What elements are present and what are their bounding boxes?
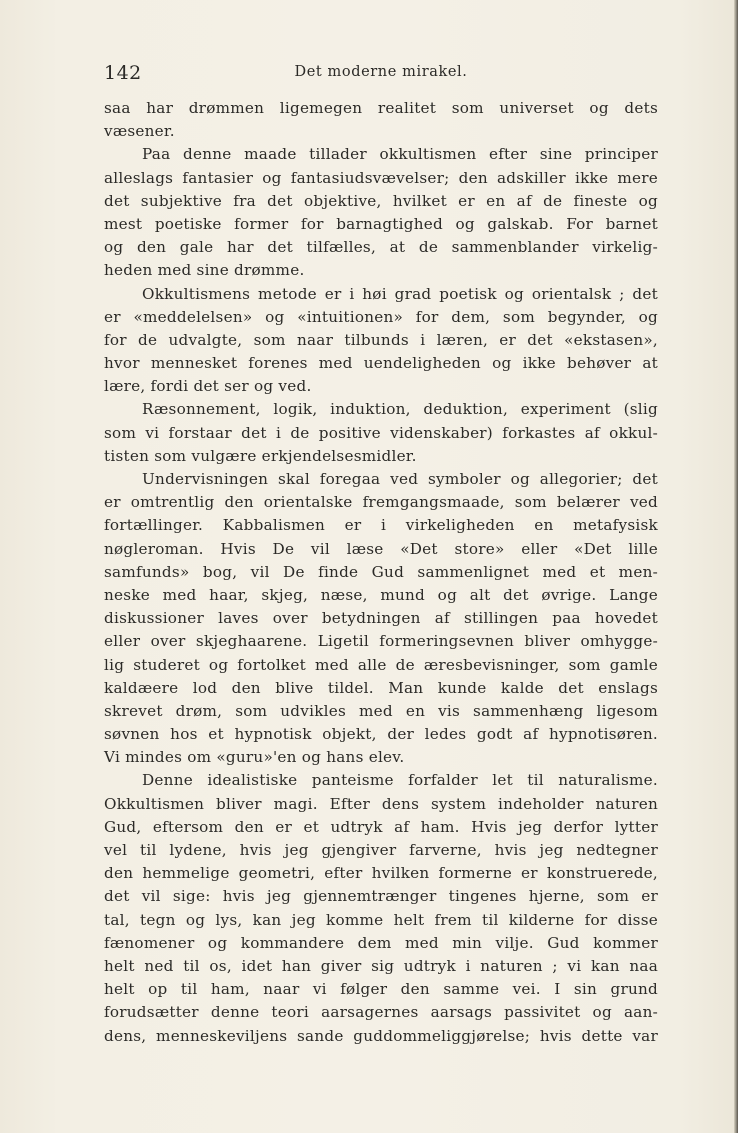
text-line: diskussioner laves over betydningen af stillingen paa hovedet [104,609,658,628]
text-line: for de udvalgte, som naar tilbunds i læren, er det «ekstasen», [104,330,658,349]
running-title: Det moderne mirakel. [294,64,468,80]
text-line: fortællinger. Kabbalismen er i virkeligheden en metafysisk [104,516,658,535]
text-line: helt op til ham, naar vi følger den samme vei. I sin grund [104,980,658,999]
text-line: den hemmelige geometri, efter hvilken formerne er konstruerede, [104,864,658,883]
text-line: Vi mindes om «guru»'en og hans elev. [104,748,405,767]
text-line: heden med sine drømme. [104,261,305,280]
text-line: Okkultismens metode er i høi grad poetisk og orientalsk ; det [142,284,658,303]
text-line: alleslags fantasier og fantasiudsvævelser; den adskiller ikke mere [104,168,658,187]
body-text [104,97,658,1048]
text-line: Undervisningen skal foregaa ved symboler og allegorier; det [142,470,658,488]
text-line: skrevet drøm, som udvikles med en vis sammenhæng ligesom [104,701,658,720]
page-header [104,62,658,88]
text-line: helt ned til os, idet han giver sig udtryk i naturen ; vi kan naa [104,956,658,975]
text-line: tal, tegn og lys, kan jeg komme helt frem til kilderne for disse [104,910,658,929]
text-line: saa har drømmen ligemegen realitet som universet og dets [104,99,658,117]
page-edge-shadow [734,0,738,1133]
text-line: Gud, eftersom den er et udtryk af ham. Hvis jeg derfor lytter [104,817,658,836]
text-line: hvor mennesket forenes med uendeligheden og ikke behøver at [104,354,658,373]
page-number: 142 [104,62,142,84]
text-line: fænomener og kommandere dem med min vilje. Gud kommer [104,933,658,952]
text-line: tisten som vulgære erkjendelsesmidler. [104,446,417,465]
text-line: dens, menneskeviljens sande guddommeliggjørelse; hvis dette var [104,1026,658,1045]
text-line: mest poetiske former for barnagtighed og galskab. For barnet [104,214,658,233]
text-line: det vil sige: hvis jeg gjennemtrænger tingenes hjerne, som er [104,887,658,906]
text-line: nøgleroman. Hvis De vil læse «Det store» eller «Det lille [104,539,658,558]
text-line: samfunds» bog, vil De finde Gud sammenlignet med et men- [104,562,658,581]
text-line: lære, fordi det ser og ved. [104,377,312,396]
text-line: er «meddelelsen» og «intuitionen» for dem, som begynder, og [104,307,658,326]
text-line: som vi forstaar det i de positive videnskaber) forkastes af okkul- [104,423,658,442]
text-line: Denne idealistiske panteisme forfalder let til naturalisme. [142,771,658,790]
text-line: kaldæere lod den blive tildel. Man kunde kalde det enslags [104,678,658,697]
text-line: eller over skjeghaarene. Ligetil formeringsevnen bliver omhygge- [104,632,658,651]
text-line: søvnen hos et hypnotisk objekt, der ledes godt af hypnotisøren. [104,725,658,744]
text-line: Ræsonnement, logik, induktion, deduktion, experiment (slig [142,400,658,419]
text-line: Okkultismen bliver magi. Efter dens system indeholder naturen [104,794,658,813]
text-line: lig studeret og fortolket med alle de æresbevisninger, som gamle [104,655,658,674]
text-line: og den gale har det tilfælles, at de sammenblander virkelig- [104,238,658,257]
text-line: forudsætter denne teori aarsagernes aarsags passivitet og aan- [104,1003,658,1022]
text-line: det subjektive fra det objektive, hvilket er en af de fineste og [104,191,658,210]
text-line: er omtrentlig den orientalske fremgangsmaade, som belærer ved [104,493,658,512]
text-line: vel til lydene, hvis jeg gjengiver farverne, hvis jeg nedtegner [104,841,658,859]
text-line: neske med haar, skjeg, næse, mund og alt det øvrige. Lange [104,585,658,604]
text-line: væsener. [104,122,175,141]
text-line: Paa denne maade tillader okkultismen efter sine principer [142,145,658,164]
